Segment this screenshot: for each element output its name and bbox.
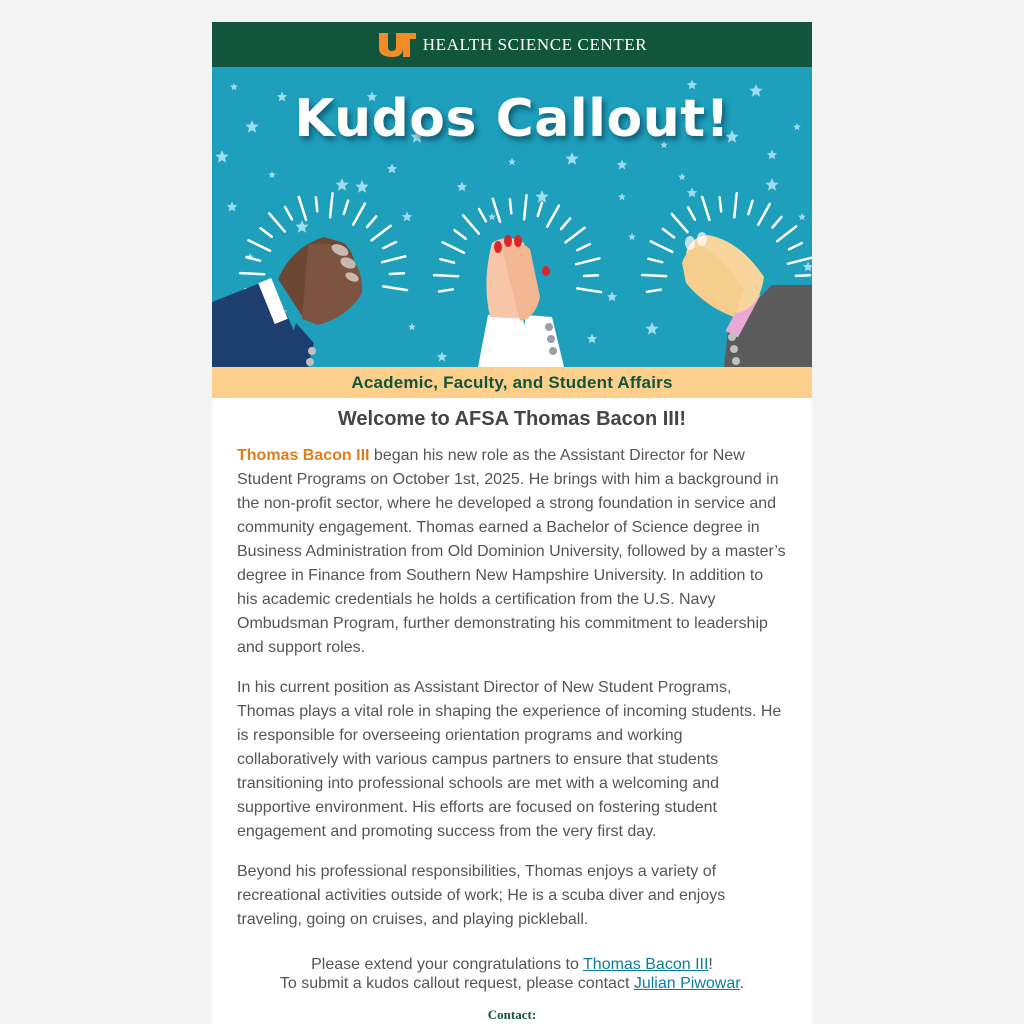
clap-burst-line bbox=[642, 275, 666, 276]
star-icon bbox=[437, 352, 447, 362]
clap-burst-line bbox=[441, 259, 455, 263]
closing-section bbox=[237, 955, 787, 993]
clap-burst-line bbox=[269, 213, 285, 231]
header-bar bbox=[212, 22, 812, 67]
star-icon bbox=[508, 158, 516, 165]
clap-burst-line bbox=[748, 201, 752, 214]
article-content bbox=[212, 408, 812, 1023]
article-paragraph-1 bbox=[237, 444, 787, 660]
star-icon bbox=[803, 262, 812, 272]
kudos-request-line: To submit a kudos callout request, please contact Julian Piwowar. bbox=[279, 975, 745, 992]
star-icon bbox=[355, 180, 368, 193]
star-icon bbox=[488, 213, 496, 220]
clap-burst-line bbox=[247, 257, 261, 261]
paragraph-1-text: began his new role as the Assistant Director for New Student Programs on October 1st, 2025. He brings with him a background in the non-profit sector, where he developed a strong foundation in service and community engagement. Thomas earned a Bachelor of Science degree in Business Administration from Old Dominion University, followed by a master’s degree in Finance from Southern New Hampshire University. In addition to his academic credentials he holds a certification from the U.S. Navy Ombudsman Program, further demonstrating his commitment to leadership and support roles. bbox=[237, 447, 786, 656]
clap-burst-line bbox=[285, 207, 292, 219]
clap-burst-line bbox=[524, 195, 526, 219]
clap-burst-line bbox=[663, 229, 674, 238]
logo-text: HEALTH SCIENCE CENTER bbox=[422, 34, 648, 54]
clap-burst-line bbox=[434, 275, 458, 276]
clap-burst-line bbox=[463, 215, 479, 233]
clap-burst-line bbox=[443, 242, 465, 253]
clap-burst-line bbox=[240, 273, 264, 274]
star-icon bbox=[457, 182, 467, 192]
clap-burst-line bbox=[455, 230, 466, 239]
clap-burst-line bbox=[547, 206, 559, 227]
star-icon bbox=[617, 160, 627, 170]
thomas-bacon-link[interactable]: Thomas Bacon III bbox=[583, 956, 709, 973]
clap-burst-line bbox=[367, 216, 376, 227]
clap-burst-line bbox=[330, 193, 332, 217]
star-icon bbox=[645, 322, 658, 335]
center-clapping-hands-icon bbox=[478, 235, 564, 367]
clap-burst-line bbox=[390, 273, 404, 274]
email-body bbox=[212, 22, 812, 1024]
kudos-banner bbox=[212, 67, 812, 367]
clap-burst-line bbox=[651, 241, 673, 252]
clap-burst-line bbox=[702, 197, 709, 220]
congratulations-line: Please extend your congratulations to Thomas Bacon III! bbox=[311, 956, 713, 973]
star-icon bbox=[687, 188, 697, 198]
clap-burst-line bbox=[577, 244, 590, 250]
clap-burst-line bbox=[353, 204, 365, 225]
clap-burst-line bbox=[672, 214, 688, 232]
clap-burst-line bbox=[758, 204, 770, 225]
clap-burst-line bbox=[261, 228, 272, 237]
clap-burst-line bbox=[577, 288, 601, 292]
clap-burst-line bbox=[789, 243, 802, 249]
star-icon bbox=[607, 292, 617, 302]
star-icon bbox=[618, 193, 626, 200]
clap-burst-line bbox=[344, 201, 348, 214]
ut-logo-icon bbox=[377, 32, 417, 58]
clap-burst-line bbox=[720, 197, 721, 211]
clap-burst-line bbox=[772, 217, 781, 228]
clap-burst-line bbox=[538, 203, 542, 216]
star-icon bbox=[767, 150, 777, 160]
clap-burst-line bbox=[439, 289, 453, 291]
star-icon bbox=[387, 164, 397, 174]
left-clapping-hands-icon bbox=[212, 237, 362, 367]
clap-burst-line bbox=[576, 258, 599, 264]
clap-burst-line bbox=[688, 207, 695, 219]
star-icon bbox=[215, 150, 228, 163]
clap-burst-line bbox=[299, 197, 306, 220]
star-icon bbox=[628, 233, 636, 240]
clap-burst-line bbox=[561, 218, 570, 229]
clap-burst-line bbox=[796, 275, 810, 276]
article-paragraph-3: Beyond his professional responsibilities, Thomas enjoys a variety of recreational activities outside of work; He is a scuba diver and enjoys traveling, going on cruises, and playing pickleball. bbox=[237, 863, 726, 928]
clap-burst-line bbox=[584, 275, 598, 276]
star-icon bbox=[687, 80, 697, 90]
article-headline: Welcome to AFSA Thomas Bacon III! bbox=[337, 408, 687, 430]
star-icon bbox=[765, 178, 778, 191]
clap-burst-line bbox=[647, 290, 661, 292]
clap-burst-line bbox=[372, 226, 391, 241]
star-icon bbox=[535, 190, 548, 203]
clap-burst-line bbox=[649, 259, 663, 262]
star-icon bbox=[227, 202, 237, 212]
julian-piwowar-link[interactable]: Julian Piwowar bbox=[633, 975, 740, 992]
banner-title: Kudos Callout! bbox=[294, 89, 730, 149]
star-icon bbox=[295, 220, 308, 233]
clap-burst-line bbox=[383, 242, 396, 248]
contact-label: Contact: bbox=[487, 1007, 537, 1022]
clap-burst-line bbox=[316, 197, 317, 211]
clap-burst-line bbox=[566, 228, 585, 243]
clap-burst-line bbox=[382, 256, 405, 262]
star-icon bbox=[402, 212, 412, 222]
article-paragraph-2: In his current position as Assistant Director of New Student Programs, Thomas plays a vital role in shaping the experience of incoming students. He is responsible for overseeing orientation programs and working collaboratively with various campus partners to ensure that students transitioning into professional schools are met with a welcoming and supportive environment. His efforts are focused on fostering student engagement and promoting success from the very first day. bbox=[237, 679, 782, 840]
right-clapping-hands-icon bbox=[682, 232, 812, 367]
clap-burst-line bbox=[479, 209, 486, 221]
department-bar: Academic, Faculty, and Student Affairs bbox=[212, 367, 812, 398]
star-icon bbox=[678, 173, 686, 180]
clap-burst-line bbox=[777, 227, 796, 242]
clap-burst-line bbox=[510, 199, 511, 213]
star-icon bbox=[798, 213, 806, 220]
star-icon bbox=[408, 323, 416, 330]
star-icon bbox=[268, 171, 276, 178]
ut-hsc-logo[interactable] bbox=[377, 32, 647, 58]
clap-burst-line bbox=[383, 286, 407, 290]
clap-burst-line bbox=[249, 240, 271, 251]
star-icon bbox=[335, 178, 348, 191]
highlighted-name: Thomas Bacon III bbox=[237, 447, 370, 464]
star-icon bbox=[587, 334, 597, 344]
star-icon bbox=[565, 152, 578, 165]
clap-burst-line bbox=[734, 193, 736, 217]
